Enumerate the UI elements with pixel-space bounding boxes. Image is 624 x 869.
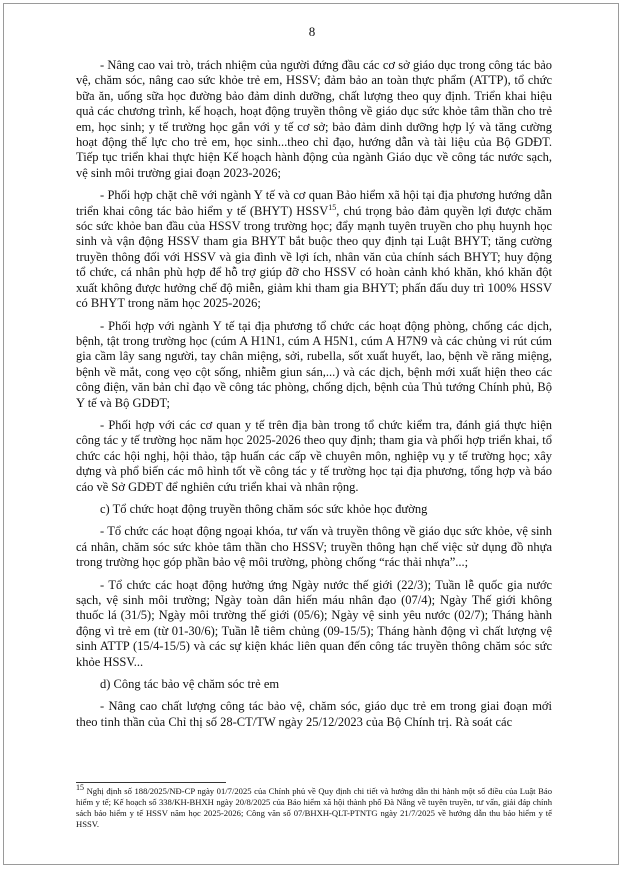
footnote-separator — [76, 782, 226, 783]
paragraph-health-insurance — [76, 188, 552, 311]
paragraph-health-insurance-lead: - Phối hợp chặt chẽ với ngành Y tế và cơ quan Bảo hiểm xã hội tại địa phương hướng dẫn triển khai công tác bảo hiểm y tế (BHYT) HSSV — [76, 188, 552, 218]
section-heading-d: d) Công tác bảo vệ chăm sóc trẻ em — [100, 677, 280, 692]
paragraph-health-insurance-rest: , chú trọng bảo đảm quyền lợi được chăm sóc sức khỏe ban đầu của HSSV trong trường học; đẩy mạnh tuyên truyền cho phụ huynh học sinh và vận động HSSV tham gia BHYT bắt buộc theo quy định tại Luật BHYT; tăng cường truyền thông đối với HSSV và gia đình về lợi ích, nhân văn của chính sách BHYT; huy động tổ chức, cá nhân phù hợp để hỗ trợ giúp đỡ cho HSSV có hoàn cảnh khó khăn, khó khăn đột xuất không được hưởng chế độ miễn, giảm khi tham gia BHYT; phấn đấu duy trì 100% HSSV có BHYT trong năm học 2025-2026; — [76, 203, 552, 311]
footnote-ref-15[interactable]: 15 — [328, 202, 337, 212]
footnote-text: Nghị định số 188/2025/NĐ-CP ngày 01/7/2025 của Chính phủ về Quy định chi tiết và hướng dẫn thi hành một số điều của Luật Bảo hiểm y tế; Kế hoạch số 338/KH-BHXH ngày 20/8/2025 của Bảo hiểm xã hội thành phố Đà Nẵng về tuyên truyền, tư vấn, giải đáp chính sách bảo hiểm y tế HSSV năm học 2025-2026; Công văn số 07/BHXH-QLT-PTNTG ngày 21/7/2025 về hướng dẫn thu bảo hiểm y tế HSSV. — [76, 786, 552, 829]
paragraph-events: - Tổ chức các hoạt động hưởng ứng Ngày nước thế giới (22/3); Tuần lễ quốc gia nước sạch, vệ sinh môi trường; Ngày toàn dân hiến máu nhân đạo (07/4); Ngày Thế giới không thuốc lá (31/5); Ngày môi trường thế giới (05/6); Ngày vệ sinh yêu nước (02/7); Tháng hành động vì trẻ em (từ 01-30/6); Tuần lễ tiêm chủng (09-15/5); Tháng hành động vì chất lượng vệ sinh ATTP (15/4-15/5) và các sự kiện khác liên quan đến công tác truyền thông chăm sóc sức khỏe HSSV... — [76, 577, 552, 669]
paragraph-extracurricular: - Tổ chức các hoạt động ngoại khóa, tư vấn và truyền thông về giáo dục sức khỏe, vệ sinh cá nhân, chăm sóc sức khỏe tâm thần cho HSSV; truyền thông hạn chế việc sử dụng đồ nhựa trong trường học góp phần bảo vệ môi trường, phòng chống “rác thải nhựa”...; — [76, 524, 552, 570]
document-body — [76, 58, 552, 737]
paragraph-disease-prevention: - Phối hợp với ngành Y tế tại địa phương tổ chức các hoạt động phòng, chống các dịch, bệnh, tật trong trường học (cúm A H1N1, cúm A H5N1, cúm A H7N9 và các chủng vi rút cúm gia cầm lây sang người, tay chân miệng, sởi, rubella, sốt xuất huyết, lao, bệnh về răng miệng, bệnh về mắt, cong vẹo cột sống, nhiễm giun sán,...) và các dịch, bệnh mới xuất hiện theo các công điện, văn bản chỉ đạo về công tác phòng, chống dịch, bệnh của Thủ tướng Chính phủ, Bộ Y tế và Bộ GDĐT; — [76, 318, 552, 410]
footnote-15 — [76, 783, 552, 830]
paragraph-inspection: - Phối hợp với các cơ quan y tế trên địa bàn trong tổ chức kiểm tra, đánh giá thực hiện công tác y tế trường học năm học 2025-2026 theo quy định; tham gia và phối hợp triển khai, tổ chức các hội nghị, hội thảo, tập huấn các cấp về chuyên môn, nghiệp vụ y tế trường học; xây dựng và phổ biến các mô hình tốt về công tác y tế trường học tại địa phương, tổng hợp và báo cáo về Sở GDĐT để nghiên cứu triển khai và nhân rộng. — [76, 417, 552, 494]
paragraph-child-protection: - Nâng cao chất lượng công tác bảo vệ, chăm sóc, giáo dục trẻ em trong giai đoạn mới theo tinh thần của Chỉ thị số 28-CT/TW ngày 25/12/2023 của Bộ Chính trị. Rà soát các — [76, 699, 552, 729]
paragraph-school-health-responsibility: - Nâng cao vai trò, trách nhiệm của người đứng đầu các cơ sở giáo dục trong công tác bảo vệ, chăm sóc, nâng cao sức khỏe trẻ em, HSSV; đảm bảo an toàn thực phẩm (ATTP), tổ chức bữa ăn, uống sữa học đường bảo đảm dinh dưỡng, chất lượng theo quy định. Triển khai hiệu quả các chương trình, kế hoạch, hoạt động truyền thông về giáo dục sức khỏe tâm thần cho trẻ em, học sinh; y tế trường học gắn với y tế cơ sở; bảo đảm dinh dưỡng hợp lý và tăng cường hoạt động thể lực cho trẻ em, học sinh...theo chỉ đạo, hướng dẫn và tài liệu của Bộ GDĐT. Tiếp tục triển khai thực hiện Kế hoạch hành động của ngành Giáo dục về công tác nước sạch, vệ sinh môi trường giai đoạn 2023-2026; — [76, 58, 552, 180]
footnote-number: 15 — [76, 783, 84, 793]
page-number: 8 — [308, 24, 316, 39]
section-heading-c: c) Tổ chức hoạt động truyền thông chăm sóc sức khỏe học đường — [100, 501, 428, 516]
